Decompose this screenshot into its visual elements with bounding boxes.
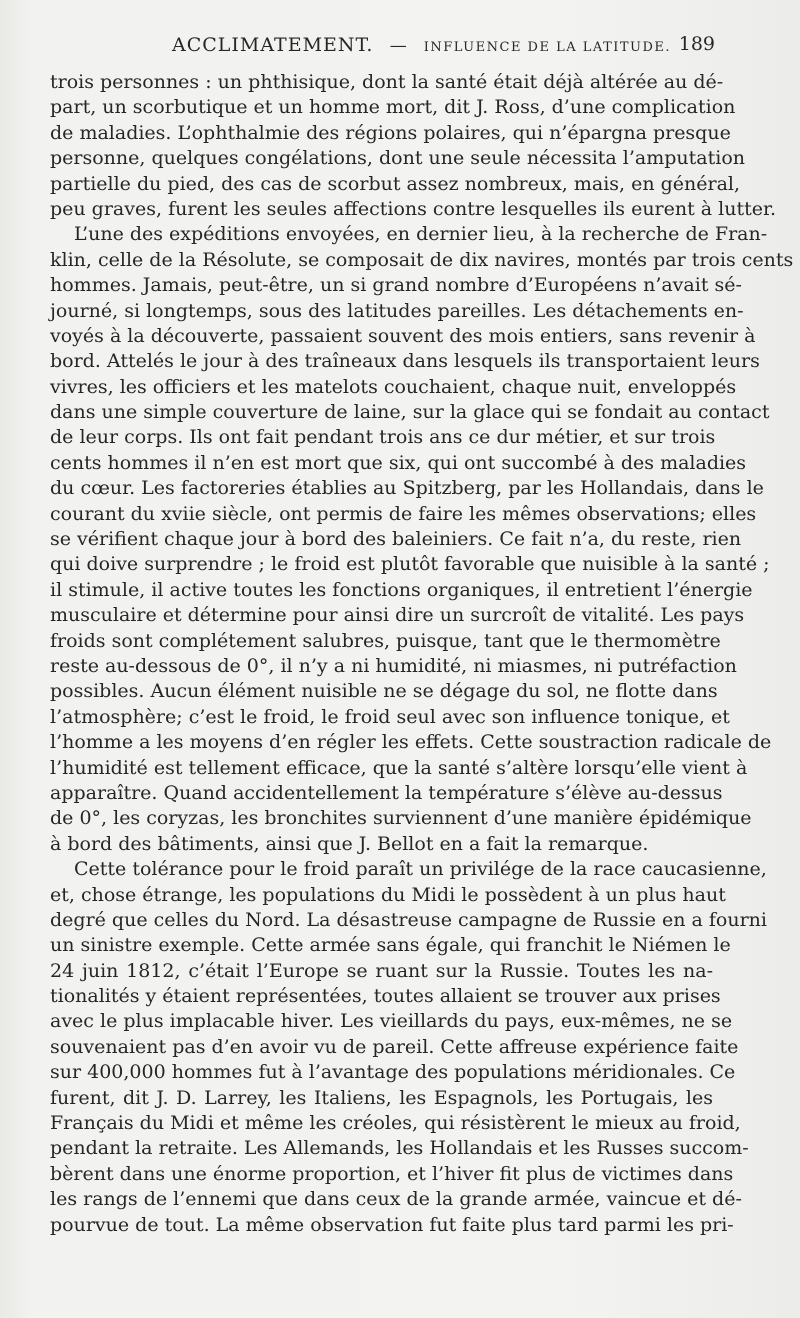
text-line: l’atmosphère; c’est le froid, le froid seul avec son influence tonique, et xyxy=(50,705,730,728)
text-line: du cœur. Les factoreries établies au Spitzberg, par les Hollandais, dans le xyxy=(50,477,764,500)
text-line: degré que celles du Nord. La désastreuse campagne de Russie en a fourni xyxy=(50,908,767,931)
text-line: journé, si longtemps, sous des latitudes pareilles. Les détachements en- xyxy=(50,299,744,322)
text-line: l’humidité est tellement efficace, que la santé s’altère lorsqu’elle vient à xyxy=(50,756,748,779)
title-separator: — xyxy=(389,36,408,56)
text-line: froids sont complétement salubres, puisque, tant que le thermomètre xyxy=(50,629,721,652)
text-line: de leur corps. Ils ont fait pendant trois ans ce dur métier, et sur trois xyxy=(50,426,716,449)
text-line: hommes. Jamais, peut-être, un si grand nombre d’Européens n’avait sé- xyxy=(50,274,742,297)
text-line: Français du Midi et même les créoles, qui résistèrent le mieux au froid, xyxy=(50,1112,741,1135)
text-line: souvenaient pas d’en avoir vu de pareil. Cette affreuse expérience faite xyxy=(50,1035,739,1058)
body-text xyxy=(50,70,794,1238)
text-line: et, chose étrange, les populations du Midi le possèdent à un plus haut xyxy=(50,883,726,906)
text-line: furent, dit J. D. Larrey, les Italiens, les Espagnols, les Portugais, les xyxy=(50,1086,713,1109)
text-line: voyés à la découverte, passaient souvent des mois entiers, sans revenir à xyxy=(50,324,756,347)
text-line: l’homme a les moyens d’en régler les effets. Cette soustraction radicale de xyxy=(50,731,772,754)
running-title xyxy=(172,34,671,56)
text-line: pendant la retraite. Les Allemands, les Hollandais et les Russes succom- xyxy=(50,1137,749,1160)
text-line: possibles. Aucun élément nuisible ne se dégage du sol, ne flotte dans xyxy=(50,680,718,703)
text-line: reste au-dessous de 0°, il n’y a ni humidité, ni miasmes, ni putréfaction xyxy=(50,654,737,677)
text-line: peu graves, furent les seules affections contre lesquelles ils eurent à lutter. xyxy=(50,197,777,220)
text-line: apparaître. Quand accidentellement la température s’élève au-dessus xyxy=(50,781,723,804)
page-number: 189 xyxy=(678,33,715,55)
text-line: courant du xviie siècle, ont permis de faire les mêmes observations; elles xyxy=(50,502,757,525)
text-line: un sinistre exemple. Cette armée sans égale, qui franchit le Niémen le xyxy=(50,934,731,957)
section-title: INFLUENCE DE LA LATITUDE. xyxy=(423,40,672,55)
text-line: les rangs de l’ennemi que dans ceux de la grande armée, vaincue et dé- xyxy=(50,1188,742,1211)
text-line: bèrent dans une énorme proportion, et l’hiver fit plus de victimes dans xyxy=(50,1162,734,1185)
text-line: personne, quelques congélations, dont une seule nécessita l’amputation xyxy=(50,147,745,170)
text-line: klin, celle de la Résolute, se composait de dix navires, montés par trois cents xyxy=(50,248,794,271)
text-line: dans une simple couverture de laine, sur la glace qui se fondait au contact xyxy=(50,401,770,424)
text-line: part, un scorbutique et un homme mort, dit J. Ross, d’une complication xyxy=(50,96,736,119)
paragraph-start-line: Cette tolérance pour le froid paraît un privilége de la race caucasienne, xyxy=(74,858,767,881)
text-line: 24 juin 1812, c’était l’Europe se ruant sur la Russie. Toutes les na- xyxy=(50,959,713,982)
text-line: à bord des bâtiments, ainsi que J. Bellot en a fait la remarque. xyxy=(50,832,649,855)
text-line: de maladies. L’ophthalmie des régions polaires, qui n’épargna presque xyxy=(50,121,731,144)
text-line: se vérifient chaque jour à bord des baleiniers. Ce fait n’a, du reste, rien xyxy=(50,528,742,551)
chapter-title: ACCLIMATEMENT. xyxy=(172,34,374,56)
text-line: tionalités y étaient représentées, toutes allaient se trouver aux prises xyxy=(50,985,721,1008)
text-line: musculaire et détermine pour ainsi dire un surcroît de vitalité. Les pays xyxy=(50,604,745,627)
text-line: qui doive surprendre ; le froid est plutôt favorable que nuisible à la santé ; xyxy=(50,553,770,576)
running-header xyxy=(50,34,715,60)
paragraph-start-line: L’une des expéditions envoyées, en dernier lieu, à la recherche de Fran- xyxy=(74,223,768,246)
text-line: de 0°, les coryzas, les bronchites surviennent d’une manière épidémique xyxy=(50,807,752,830)
text-line: bord. Attelés le jour à des traîneaux dans lesquels ils transportaient leurs xyxy=(50,350,760,373)
text-line: trois personnes : un phthisique, dont la santé était déjà altérée au dé- xyxy=(50,71,724,93)
text-line: il stimule, il active toutes les fonctions organiques, il entretient l’énergie xyxy=(50,578,753,601)
text-line: vivres, les officiers et les matelots couchaient, chaque nuit, enveloppés xyxy=(50,375,737,398)
text-line: avec le plus implacable hiver. Les vieillards du pays, eux-mêmes, ne se xyxy=(50,1010,733,1033)
text-line: partielle du pied, des cas de scorbut assez nombreux, mais, en général, xyxy=(50,172,741,195)
text-line: pourvue de tout. La même observation fut faite plus tard parmi les pri- xyxy=(50,1213,734,1236)
text-line: sur 400,000 hommes fut à l’avantage des populations méridionales. Ce xyxy=(50,1061,736,1084)
text-line: cents hommes il n’en est mort que six, qui ont succombé à des maladies xyxy=(50,451,747,474)
